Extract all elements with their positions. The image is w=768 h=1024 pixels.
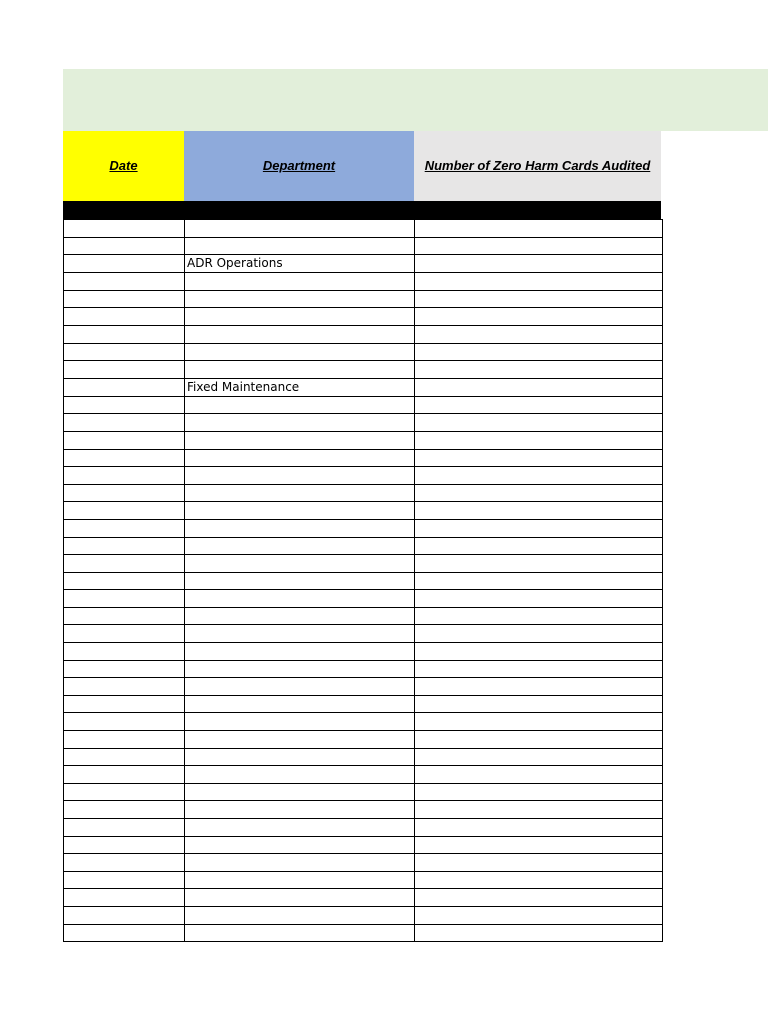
table-row (64, 660, 663, 678)
table-row (64, 819, 663, 837)
table-row (64, 678, 663, 696)
audit-log-table (63, 219, 663, 942)
table-header (63, 131, 661, 201)
cards-audited-cell[interactable] (415, 572, 663, 590)
cards-audited-cell[interactable] (415, 255, 663, 273)
cards-audited-cell[interactable] (415, 361, 663, 379)
cards-audited-cell[interactable] (415, 519, 663, 537)
table-row (64, 255, 663, 273)
table-row (64, 854, 663, 872)
table-row (64, 378, 663, 396)
date-cell[interactable] (64, 924, 185, 942)
date-cell[interactable] (64, 449, 185, 467)
table-row (64, 871, 663, 889)
department-cell[interactable] (185, 273, 415, 291)
table-row (64, 572, 663, 590)
department-cell[interactable] (185, 819, 415, 837)
cards-audited-cell[interactable] (415, 537, 663, 555)
cards-audited-cell[interactable] (415, 502, 663, 520)
department-cell[interactable] (185, 220, 415, 238)
date-cell[interactable] (64, 731, 185, 749)
cards-audited-cell[interactable] (415, 713, 663, 731)
audit-log-body (64, 220, 663, 942)
department-cell[interactable] (185, 836, 415, 854)
date-cell[interactable] (64, 414, 185, 432)
date-cell[interactable] (64, 325, 185, 343)
table-row (64, 484, 663, 502)
table-row (64, 502, 663, 520)
department-cell[interactable] (185, 414, 415, 432)
cards-audited-cell[interactable] (415, 819, 663, 837)
department-cell[interactable] (185, 748, 415, 766)
table-row (64, 836, 663, 854)
department-cell[interactable] (185, 783, 415, 801)
department-cell[interactable] (185, 906, 415, 924)
department-cell[interactable] (185, 590, 415, 608)
table-row (64, 220, 663, 238)
department-cell[interactable] (185, 361, 415, 379)
table-row (64, 590, 663, 608)
date-cell[interactable] (64, 836, 185, 854)
table-row (64, 713, 663, 731)
cards-audited-cell[interactable] (415, 484, 663, 502)
date-cell[interactable] (64, 467, 185, 485)
date-cell[interactable] (64, 378, 185, 396)
department-cell[interactable] (185, 555, 415, 573)
department-cell[interactable] (185, 625, 415, 643)
cards-audited-cell[interactable] (415, 220, 663, 238)
cards-audited-cell[interactable] (415, 748, 663, 766)
department-cell[interactable] (185, 484, 415, 502)
date-cell[interactable] (64, 801, 185, 819)
cards-audited-cell[interactable] (415, 308, 663, 326)
date-cell[interactable] (64, 484, 185, 502)
date-cell[interactable] (64, 519, 185, 537)
cards-audited-cell[interactable] (415, 343, 663, 361)
cards-audited-cell[interactable] (415, 607, 663, 625)
department-cell[interactable] (185, 325, 415, 343)
table-row (64, 467, 663, 485)
cards-audited-cell[interactable] (415, 660, 663, 678)
department-cell[interactable] (185, 290, 415, 308)
department-cell[interactable] (185, 449, 415, 467)
table-row (64, 325, 663, 343)
department-cell[interactable] (185, 308, 415, 326)
date-cell[interactable] (64, 889, 185, 907)
department-column-header[interactable]: Department (184, 131, 414, 201)
date-cell[interactable] (64, 255, 185, 273)
date-column-header[interactable]: Date (63, 131, 184, 201)
date-cell[interactable] (64, 237, 185, 255)
date-cell[interactable] (64, 625, 185, 643)
table-row (64, 273, 663, 291)
cards-audited-cell[interactable] (415, 555, 663, 573)
header-divider-bar (63, 201, 661, 219)
department-cell[interactable]: Fixed Maintenance (185, 378, 415, 396)
date-cell[interactable] (64, 643, 185, 661)
cards-audited-cell[interactable] (415, 783, 663, 801)
date-cell[interactable] (64, 555, 185, 573)
date-cell[interactable] (64, 713, 185, 731)
cards-audited-cell[interactable] (415, 924, 663, 942)
table-row (64, 414, 663, 432)
table-row (64, 431, 663, 449)
table-row (64, 237, 663, 255)
date-cell[interactable] (64, 819, 185, 837)
department-cell[interactable] (185, 660, 415, 678)
date-cell[interactable] (64, 343, 185, 361)
date-cell[interactable] (64, 678, 185, 696)
cards-audited-cell[interactable] (415, 467, 663, 485)
table-row (64, 924, 663, 942)
table-row (64, 449, 663, 467)
department-cell[interactable] (185, 467, 415, 485)
department-cell[interactable] (185, 801, 415, 819)
cards-audited-cell[interactable] (415, 290, 663, 308)
cards-audited-cell[interactable] (415, 871, 663, 889)
cards-audited-cell[interactable] (415, 889, 663, 907)
date-cell[interactable] (64, 906, 185, 924)
department-cell[interactable] (185, 924, 415, 942)
table-row (64, 889, 663, 907)
department-cell[interactable]: ADR Operations (185, 255, 415, 273)
table-row (64, 361, 663, 379)
cards-audited-cell[interactable] (415, 731, 663, 749)
date-cell[interactable] (64, 607, 185, 625)
date-cell[interactable] (64, 590, 185, 608)
cards-audited-cell[interactable] (415, 854, 663, 872)
department-cell[interactable] (185, 731, 415, 749)
table-row (64, 748, 663, 766)
department-cell[interactable] (185, 237, 415, 255)
date-cell[interactable] (64, 748, 185, 766)
table-row (64, 783, 663, 801)
department-cell[interactable] (185, 502, 415, 520)
department-cell[interactable] (185, 766, 415, 784)
date-cell[interactable] (64, 273, 185, 291)
table-row (64, 308, 663, 326)
cards-audited-cell[interactable] (415, 378, 663, 396)
table-row (64, 906, 663, 924)
table-row (64, 625, 663, 643)
cards-audited-cell[interactable] (415, 590, 663, 608)
table-row (64, 766, 663, 784)
cards-audited-cell[interactable] (415, 325, 663, 343)
department-cell[interactable] (185, 889, 415, 907)
date-cell[interactable] (64, 290, 185, 308)
cards-audited-cell[interactable] (415, 449, 663, 467)
table-row (64, 396, 663, 414)
cards-audited-cell[interactable] (415, 431, 663, 449)
table-row (64, 607, 663, 625)
date-cell[interactable] (64, 660, 185, 678)
date-cell[interactable] (64, 766, 185, 784)
cards-audited-cell[interactable] (415, 643, 663, 661)
cards-audited-column-header[interactable]: Number of Zero Harm Cards Audited (414, 131, 661, 201)
department-cell[interactable] (185, 678, 415, 696)
date-cell[interactable] (64, 502, 185, 520)
table-row (64, 695, 663, 713)
date-cell[interactable] (64, 537, 185, 555)
department-cell[interactable] (185, 607, 415, 625)
cards-audited-cell[interactable] (415, 695, 663, 713)
department-cell[interactable] (185, 519, 415, 537)
date-cell[interactable] (64, 308, 185, 326)
cards-audited-cell[interactable] (415, 625, 663, 643)
table-row (64, 290, 663, 308)
department-cell[interactable] (185, 871, 415, 889)
cards-audited-cell[interactable] (415, 801, 663, 819)
date-cell[interactable] (64, 361, 185, 379)
date-cell[interactable] (64, 220, 185, 238)
date-cell[interactable] (64, 783, 185, 801)
date-cell[interactable] (64, 854, 185, 872)
cards-audited-cell[interactable] (415, 414, 663, 432)
table-row (64, 519, 663, 537)
cards-audited-cell[interactable] (415, 906, 663, 924)
date-cell[interactable] (64, 396, 185, 414)
department-cell[interactable] (185, 396, 415, 414)
department-cell[interactable] (185, 572, 415, 590)
table-row (64, 731, 663, 749)
table-row (64, 343, 663, 361)
cards-audited-cell[interactable] (415, 396, 663, 414)
department-cell[interactable] (185, 854, 415, 872)
date-cell[interactable] (64, 871, 185, 889)
department-cell[interactable] (185, 431, 415, 449)
title-banner (63, 69, 768, 131)
cards-audited-cell[interactable] (415, 836, 663, 854)
table-row (64, 555, 663, 573)
date-cell[interactable] (64, 431, 185, 449)
cards-audited-cell[interactable] (415, 766, 663, 784)
department-cell[interactable] (185, 343, 415, 361)
cards-audited-cell[interactable] (415, 237, 663, 255)
department-cell[interactable] (185, 537, 415, 555)
date-cell[interactable] (64, 695, 185, 713)
cards-audited-cell[interactable] (415, 678, 663, 696)
department-cell[interactable] (185, 643, 415, 661)
table-row (64, 643, 663, 661)
date-cell[interactable] (64, 572, 185, 590)
table-row (64, 801, 663, 819)
department-cell[interactable] (185, 713, 415, 731)
cards-audited-cell[interactable] (415, 273, 663, 291)
table-row (64, 537, 663, 555)
department-cell[interactable] (185, 695, 415, 713)
